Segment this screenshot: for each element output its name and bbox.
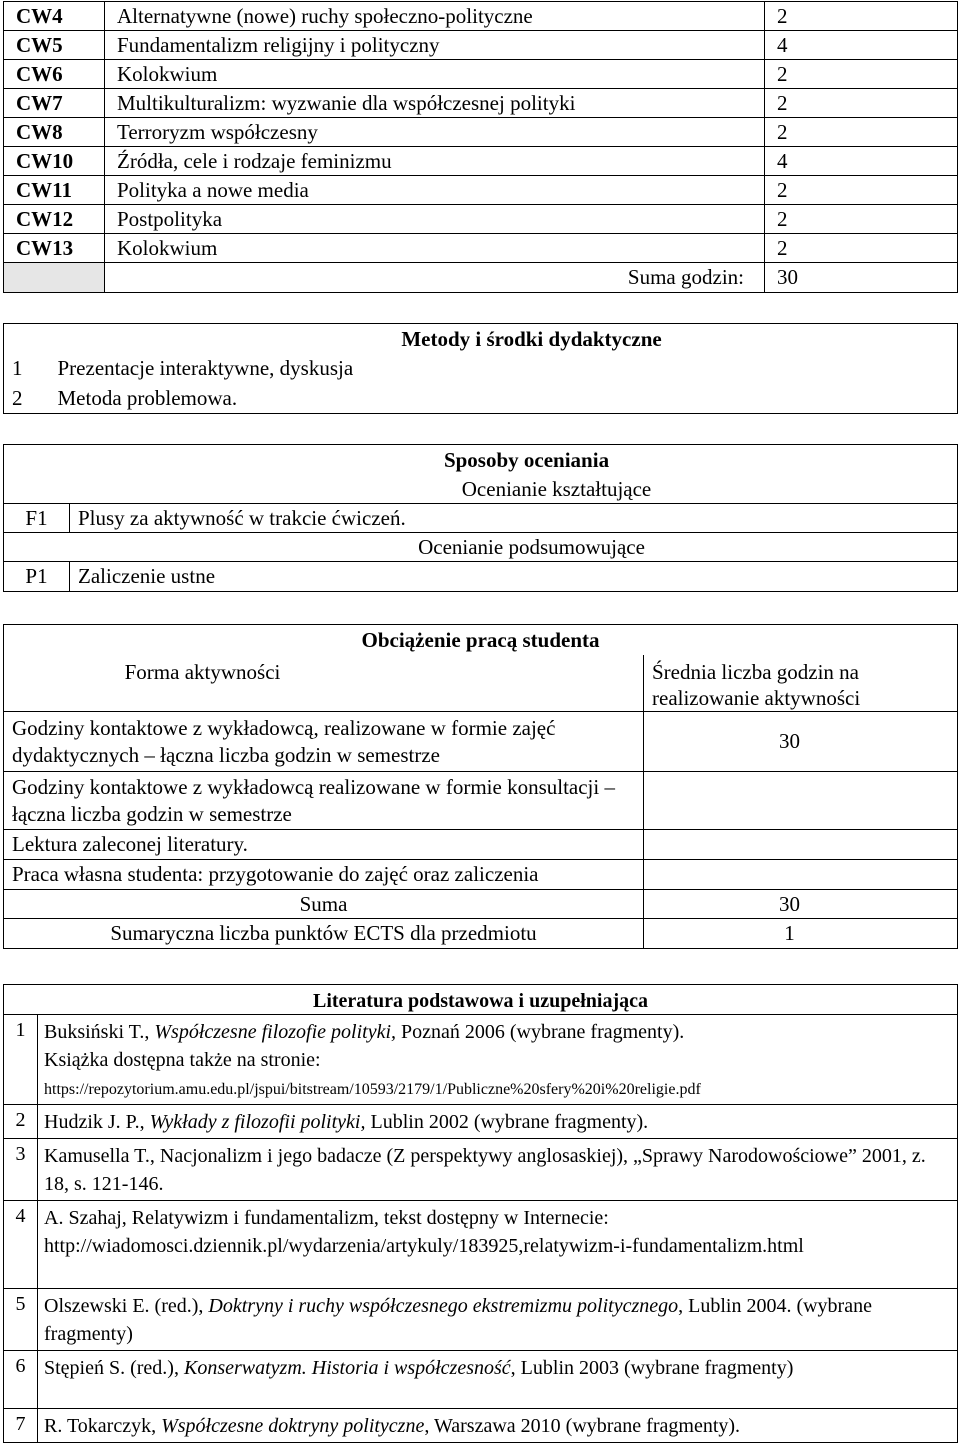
schedule-table xyxy=(3,1,958,293)
class-code: CW7 xyxy=(4,89,105,118)
class-hours: 4 xyxy=(765,147,958,176)
literature-item xyxy=(4,1201,958,1289)
class-topic: Alternatywne (nowe) ruchy społeczno-polityczne xyxy=(105,2,765,31)
schedule-row xyxy=(4,234,958,263)
schedule-row xyxy=(4,89,958,118)
literature-title-text: Współczesne filozofie polityki, xyxy=(154,1021,397,1043)
literature-entry xyxy=(38,1289,958,1351)
literature-details: Poznań 2006 (wybrane fragmenty). xyxy=(396,1021,685,1043)
activity-hours xyxy=(644,830,958,860)
formative-text: Plusy za aktywność w trakcie ćwiczeń. xyxy=(70,504,958,533)
class-code: CW5 xyxy=(4,31,105,60)
workload-table xyxy=(3,624,958,949)
literature-entry xyxy=(38,1015,958,1105)
literature-author: Kamusella T., Nacjonalizm i jego badacze (Z perspektywy anglosaskiej), „Sprawy Narodowościowe” 2001, z. 18, s. 121-146. xyxy=(44,1145,926,1195)
class-code: CW4 xyxy=(4,2,105,31)
activity-text: Godziny kontaktowe z wykładowcą realizowane w formie konsultacji – łączna liczba godzin w semestrze xyxy=(4,772,644,830)
literature-title: Literatura podstawowa i uzupełniająca xyxy=(4,985,958,1015)
class-topic: Multikulturalizm: wyzwanie dla współczesnej polityki xyxy=(105,89,765,118)
schedule-total-row xyxy=(4,263,958,293)
class-code: CW11 xyxy=(4,176,105,205)
literature-author: Stępień S. (red.), xyxy=(44,1357,184,1379)
literature-title-text: Doktryny i ruchy współczesnego ekstremizmu politycznego xyxy=(208,1295,679,1317)
activity-hours xyxy=(644,772,958,830)
class-code: CW6 xyxy=(4,60,105,89)
literature-entry xyxy=(38,1351,958,1409)
literature-entry xyxy=(38,1105,958,1139)
class-hours: 2 xyxy=(765,234,958,263)
literature-author: Buksiński T., xyxy=(44,1021,155,1043)
literature-item xyxy=(4,1105,958,1139)
activity-header: Forma aktywności xyxy=(4,655,644,712)
literature-item xyxy=(4,1351,958,1409)
total-value: 30 xyxy=(765,263,958,293)
schedule-row xyxy=(4,147,958,176)
method-text: Prezentacje interaktywne, dyskusja xyxy=(54,354,958,384)
workload-title: Obciążenie pracą studenta xyxy=(4,625,958,655)
class-hours: 2 xyxy=(765,176,958,205)
class-topic: Fundamentalizm religijny i polityczny xyxy=(105,31,765,60)
literature-number: 3 xyxy=(4,1139,38,1201)
method-text: Metoda problemowa. xyxy=(54,384,958,414)
assessment-table xyxy=(3,444,958,592)
literature-title-text: Konserwatyzm. Historia i współczesność xyxy=(183,1357,511,1379)
class-topic: Postpolityka xyxy=(105,205,765,234)
class-hours: 4 xyxy=(765,31,958,60)
literature-entry xyxy=(38,1201,958,1289)
methods-title: Metody i środki dydaktyczne xyxy=(4,324,958,354)
hours-header: Średnia liczba godzin na realizowanie aktywności xyxy=(644,655,958,712)
literature-number: 4 xyxy=(4,1201,38,1289)
sum-label: Suma xyxy=(4,890,644,919)
literature-author: Hudzik J. P., xyxy=(44,1111,150,1133)
schedule-row xyxy=(4,2,958,31)
literature-title-text: Wykłady z filozofii polityki, xyxy=(149,1111,366,1133)
methods-table xyxy=(3,323,958,414)
class-hours: 2 xyxy=(765,2,958,31)
activity-text: Praca własna studenta: przygotowanie do zajęć oraz zaliczenia xyxy=(4,860,644,890)
sum-value: 30 xyxy=(644,890,958,919)
literature-number: 6 xyxy=(4,1351,38,1409)
literature-item xyxy=(4,1409,958,1443)
class-topic: Terroryzm współczesny xyxy=(105,118,765,147)
schedule-row xyxy=(4,60,958,89)
activity-hours xyxy=(644,860,958,890)
literature-entry xyxy=(38,1139,958,1201)
literature-number: 2 xyxy=(4,1105,38,1139)
activity-text: Godziny kontaktowe z wykładowcą, realizowane w formie zajęć dydaktycznych – łączna liczba godzin w semestrze xyxy=(4,712,644,772)
schedule-row xyxy=(4,176,958,205)
class-topic: Kolokwium xyxy=(105,60,765,89)
schedule-row xyxy=(4,205,958,234)
literature-details: , Lublin 2004. (wybrane fragmenty) xyxy=(44,1295,872,1345)
summative-label: Ocenianie podsumowujące xyxy=(4,533,958,562)
ects-label: Sumaryczna liczba punktów ECTS dla przedmiotu xyxy=(4,919,644,949)
class-topic: Kolokwium xyxy=(105,234,765,263)
class-topic: Polityka a nowe media xyxy=(105,176,765,205)
ects-value: 1 xyxy=(644,919,958,949)
class-hours: 2 xyxy=(765,118,958,147)
class-code: CW12 xyxy=(4,205,105,234)
literature-item xyxy=(4,1139,958,1201)
literature-details: , Warszawa 2010 (wybrane fragmenty). xyxy=(424,1415,741,1437)
method-number: 1 xyxy=(4,354,54,384)
literature-table xyxy=(3,984,958,1443)
class-topic: Źródła, cele i rodzaje feminizmu xyxy=(105,147,765,176)
literature-url[interactable]: https://repozytorium.amu.edu.pl/jspui/bitstream/10593/2179/1/Publiczne%20sfery%20i%20religie.pdf xyxy=(44,1081,701,1098)
formative-label: Ocenianie kształtujące xyxy=(4,475,958,504)
literature-details: Lublin 2002 (wybrane fragmenty). xyxy=(365,1111,649,1133)
class-code: CW13 xyxy=(4,234,105,263)
method-number: 2 xyxy=(4,384,54,414)
literature-author: A. Szahaj, Relatywizm i fundamentalizm, tekst dostępny w Internecie: http://wiadomosci.dziennik.pl/wydarzenia/artykuly/183925,relatywizm-i-fundamentalizm.html xyxy=(44,1207,804,1257)
assessment-title: Sposoby oceniania xyxy=(4,445,958,475)
summative-text: Zaliczenie ustne xyxy=(70,562,958,592)
class-code: CW10 xyxy=(4,147,105,176)
literature-number: 1 xyxy=(4,1015,38,1105)
schedule-row xyxy=(4,118,958,147)
class-hours: 2 xyxy=(765,205,958,234)
class-hours: 2 xyxy=(765,89,958,118)
class-code: CW8 xyxy=(4,118,105,147)
literature-details: , Lublin 2003 (wybrane fragmenty) xyxy=(510,1357,794,1379)
literature-title-text: Współczesne doktryny polityczne xyxy=(161,1415,425,1437)
literature-entry xyxy=(38,1409,958,1443)
literature-number: 5 xyxy=(4,1289,38,1351)
total-label: Suma godzin: xyxy=(105,263,765,293)
activity-hours: 30 xyxy=(644,712,958,772)
literature-item xyxy=(4,1289,958,1351)
literature-note: Książka dostępna także na stronie: xyxy=(44,1049,321,1071)
literature-author: Olszewski E. (red.), xyxy=(44,1295,209,1317)
empty-cell xyxy=(4,263,105,293)
schedule-row xyxy=(4,31,958,60)
class-hours: 2 xyxy=(765,60,958,89)
activity-text: Lektura zaleconej literatury. xyxy=(4,830,644,860)
literature-author: R. Tokarczyk, xyxy=(44,1415,162,1437)
summative-code: P1 xyxy=(4,562,70,592)
formative-code: F1 xyxy=(4,504,70,533)
literature-number: 7 xyxy=(4,1409,38,1443)
literature-item xyxy=(4,1015,958,1105)
